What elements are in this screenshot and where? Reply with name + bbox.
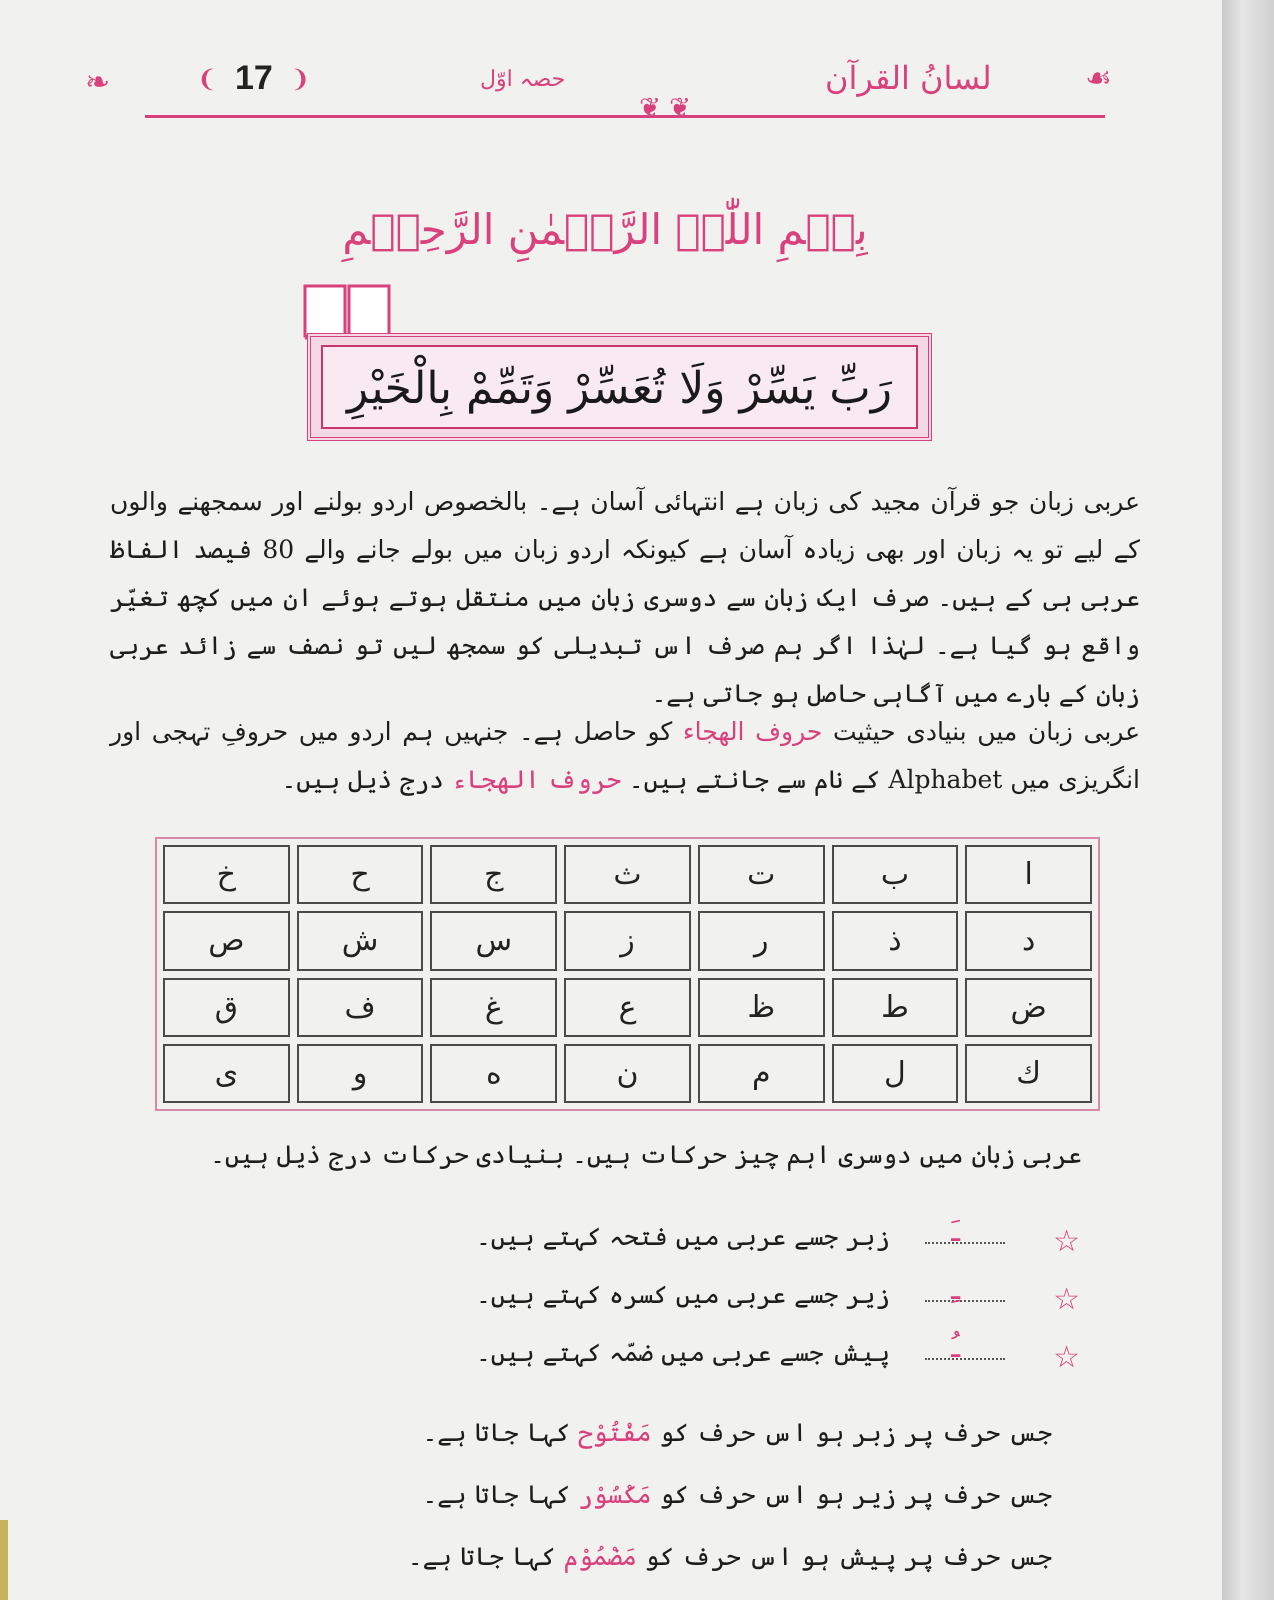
leader-dots — [925, 1286, 1005, 1302]
letter-cell: ق — [163, 978, 290, 1037]
page-number: 17 — [235, 59, 273, 97]
letter-cell: غ — [430, 978, 557, 1037]
letter-cell: د — [965, 911, 1092, 970]
letter-cell: ع — [564, 978, 691, 1037]
harakat-mark: ـُ — [951, 1330, 960, 1365]
term-maksoor: مَکْسُوْر — [578, 1480, 652, 1509]
dua-text: رَبِّ يَسِّرْ وَلَا تُعَسِّرْ وَتَمِّمْ بِالْخَيْرِ — [347, 363, 892, 414]
harakat-intro: عربی زبان میں دوسری اہم چیز حرکات ہیں۔ بنیادی حرکات درج ذیل ہیں۔ — [210, 1140, 1082, 1169]
harakat-text: زبر جسے عربی میں فتحہ کہتے ہیں۔ — [476, 1222, 890, 1251]
alphabet-text-1: عربی زبان میں بنیادی حیثیت — [822, 717, 1140, 746]
alphabet-text-2: کو حاصل ہے۔ جنہیں ہم اردو میں حروفِ تہجی اور انگریزی میں Alphabet کے نام سے جانتے ہیں۔ — [110, 717, 1140, 794]
letter-cell: م — [698, 1044, 825, 1103]
letter-cell: خ — [163, 845, 290, 904]
letter-cell: ض — [965, 978, 1092, 1037]
harakat-item — [476, 1272, 1080, 1324]
term-after: کہا جاتا ہے۔ — [422, 1418, 579, 1447]
term-line-maftooh — [423, 1418, 1052, 1447]
letter-cell: ك — [965, 1044, 1092, 1103]
harakat-item — [476, 1330, 1080, 1382]
letter-cell: ی — [163, 1044, 290, 1103]
term-maftooh: مَفْتُوْح — [578, 1418, 652, 1447]
letter-cell: ل — [832, 1044, 959, 1103]
harakat-item — [476, 1214, 1080, 1266]
letter-cell: ظ — [698, 978, 825, 1037]
dua-panel — [321, 345, 918, 429]
intro-paragraph: عربی زبان جو قرآن مجید کی زبان ہے انتہائی آسان ہے۔ بالخصوص اردو بولنے اور سمجھنے والوں کے لیے تو یہ زبان اور بھی زیادہ آسان ہے کیونکہ اردو زبان میں بولے جانے والے 80 فیصد الفاظ عربی ہی کے ہیں۔ صرف ایک زبان سے دوسری زبان میں منتقل ہوتے ہوئے ان میں کچھ تغیّر واقع ہو گیا ہے۔ لہٰذا اگر ہم صرف اس تبدیلی کو سمجھ لیں تو نصف سے زائد عربی زبان کے بارے میں آگاہی حاصل ہو جاتی ہے۔ — [110, 487, 1140, 708]
letter-cell: ج — [430, 845, 557, 904]
right-bracket-icon: ❩ — [290, 65, 311, 93]
left-flourish-icon: ❧ — [85, 65, 111, 100]
alphabet-table — [155, 837, 1100, 1111]
star-icon: ☆ — [1053, 1282, 1080, 1317]
dua-frame — [307, 333, 932, 441]
letter-cell: ح — [297, 845, 424, 904]
page-header — [85, 45, 1145, 130]
letter-cell: ز — [564, 911, 691, 970]
leader-dots — [925, 1344, 1005, 1360]
letter-cell: ط — [832, 978, 959, 1037]
center-ornament-icon: ❦ ❦ — [639, 93, 691, 123]
basmala: بِسۡمِ اللّٰہِ الرَّحۡمٰنِ الرَّحِیۡمِ — [342, 205, 868, 254]
letter-cell: ن — [564, 1044, 691, 1103]
header-book-title: لسانُ القرآن — [825, 59, 992, 97]
term-line-mazmoom — [408, 1542, 1052, 1571]
term-huroof-1: حروف الھجاء — [682, 717, 823, 746]
letter-cell: س — [430, 911, 557, 970]
harakat-text: پیش جسے عربی میں ضمّہ کہتے ہیں۔ — [476, 1338, 890, 1367]
alphabet-grid — [163, 845, 1092, 1103]
term-before: جس حرف پر زبر ہو اس حرف کو — [651, 1418, 1052, 1447]
letter-cell: ا — [965, 845, 1092, 904]
leader-dots — [925, 1228, 1005, 1244]
letter-cell: ب — [832, 845, 959, 904]
term-after: کہا جاتا ہے۔ — [422, 1480, 579, 1509]
letter-cell: و — [297, 1044, 424, 1103]
book-spine — [1222, 0, 1274, 1600]
harakat-mark: ـَ — [951, 1214, 960, 1249]
harakat-mark: ـِ — [951, 1272, 960, 1307]
letter-cell: ف — [297, 978, 424, 1037]
term-before: جس حرف پر زیر ہو اس حرف کو — [651, 1480, 1052, 1509]
term-line-maksoor — [423, 1480, 1052, 1509]
alphabet-paragraph — [110, 708, 1140, 804]
term-after: کہا جاتا ہے۔ — [407, 1542, 564, 1571]
harakat-text: زیر جسے عربی میں کسرہ کہتے ہیں۔ — [476, 1280, 890, 1309]
letter-cell: ر — [698, 911, 825, 970]
letter-cell: ش — [297, 911, 424, 970]
letter-cell: ص — [163, 911, 290, 970]
alphabet-text-3: درج ذیل ہیں۔ — [281, 765, 452, 794]
letter-cell: ت — [698, 845, 825, 904]
header-part: حصہ اوّل — [480, 67, 566, 92]
letter-cell: ذ — [832, 911, 959, 970]
left-bracket-icon: ❨ — [197, 65, 218, 93]
term-mazmoom: مَضْمُوْم — [563, 1542, 637, 1571]
star-icon: ☆ — [1053, 1340, 1080, 1375]
right-flourish-icon: ☙ — [1085, 61, 1112, 96]
term-huroof-2: حروف الھجاء — [451, 765, 621, 794]
letter-cell: ث — [564, 845, 691, 904]
page-edge-strip — [0, 1520, 8, 1600]
term-before: جس حرف پر پیش ہو اس حرف کو — [636, 1542, 1052, 1571]
letter-cell: ه — [430, 1044, 557, 1103]
star-icon: ☆ — [1053, 1224, 1080, 1259]
